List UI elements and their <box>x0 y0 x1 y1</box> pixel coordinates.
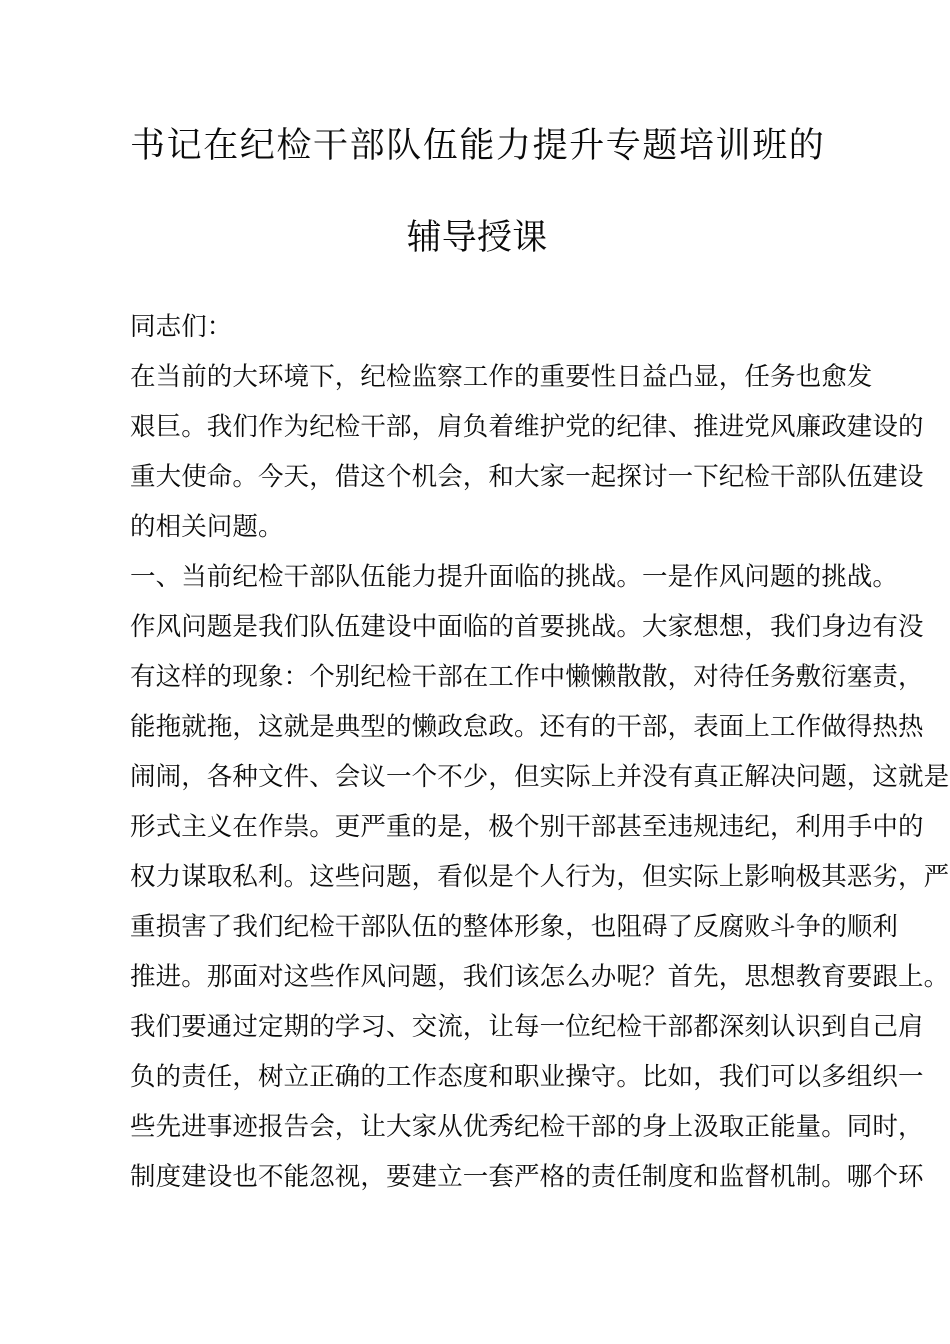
text-line-content: 权力谋取私利。这些问题，看似是个人行为，但实际上影响极其恶劣，严 <box>130 862 950 891</box>
text-line <box>130 1002 924 1052</box>
text-line-content: 制度建设也不能忽视，要建立一套严格的责任制度和监督机制。哪个环 <box>130 1162 924 1191</box>
text-line <box>130 702 924 752</box>
document-body <box>130 0 950 1322</box>
text-line <box>130 352 873 402</box>
text-line-content: 负的责任，树立正确的工作态度和职业操守。比如，我们可以多组织一 <box>130 1062 924 1091</box>
page-title-line-1: 书记在纪检干部队伍能力提升专题培训班的 <box>130 126 824 165</box>
text-line-content: 闹闹，各种文件、会议一个不少，但实际上并没有真正解决问题，这就是 <box>130 762 950 791</box>
text-line-content: 些先进事迹报告会，让大家从优秀纪检干部的身上汲取正能量。同时， <box>130 1112 924 1141</box>
section-heading-text: 一、当前纪检干部队伍能力提升面临的挑战。一是作风问题的挑战。 <box>130 562 899 591</box>
text-line-content: 我们要通过定期的学习、交流，让每一位纪检干部都深刻认识到自己肩 <box>130 1012 924 1041</box>
section-heading-one <box>130 552 899 602</box>
text-line-content: 能拖就拖，这就是典型的懒政怠政。还有的干部，表面上工作做得热热 <box>130 712 924 741</box>
text-line: 的相关问题。 <box>130 512 284 541</box>
paragraph-intro <box>130 352 924 552</box>
text-line <box>130 852 950 902</box>
body-text-block <box>130 302 950 1322</box>
text-line <box>130 552 899 602</box>
paragraph-section-one-body <box>130 602 950 1202</box>
text-line <box>130 1052 924 1102</box>
text-line <box>130 902 899 952</box>
salutation-line: 同志们： <box>130 312 233 341</box>
text-line <box>130 402 924 452</box>
text-line-content: 在当前的大环境下，纪检监察工作的重要性日益凸显，任务也愈发 <box>130 362 873 391</box>
page-title-line-2: 辅导授课 <box>406 218 548 257</box>
text-line <box>130 752 950 802</box>
text-line <box>130 652 924 702</box>
text-line <box>130 952 950 1002</box>
text-line <box>130 602 924 652</box>
text-line-content: 艰巨。我们作为纪检干部，肩负着维护党的纪律、推进党风廉政建设的 <box>130 412 924 441</box>
text-line-content: 重损害了我们纪检干部队伍的整体形象，也阻碍了反腐败斗争的顺利 <box>130 912 899 941</box>
page-bottom-margin <box>130 1202 824 1322</box>
text-line-content: 形式主义在作祟。更严重的是，极个别干部甚至违规违纪，利用手中的 <box>130 812 924 841</box>
text-line-content: 作风问题是我们队伍建设中面临的首要挑战。大家想想，我们身边有没 <box>130 612 924 641</box>
text-line <box>130 452 924 502</box>
text-line-content: 有这样的现象：个别纪检干部在工作中懒懒散散，对待任务敷衍塞责， <box>130 662 924 691</box>
text-line <box>130 802 924 852</box>
salutation <box>130 302 824 352</box>
text-line-content: 重大使命。今天，借这个机会，和大家一起探讨一下纪检干部队伍建设 <box>130 462 924 491</box>
text-line <box>130 1152 924 1202</box>
text-line <box>130 1102 924 1152</box>
text-line-content: 推进。那面对这些作风问题，我们该怎么办呢？首先，思想教育要跟上。 <box>130 962 950 991</box>
